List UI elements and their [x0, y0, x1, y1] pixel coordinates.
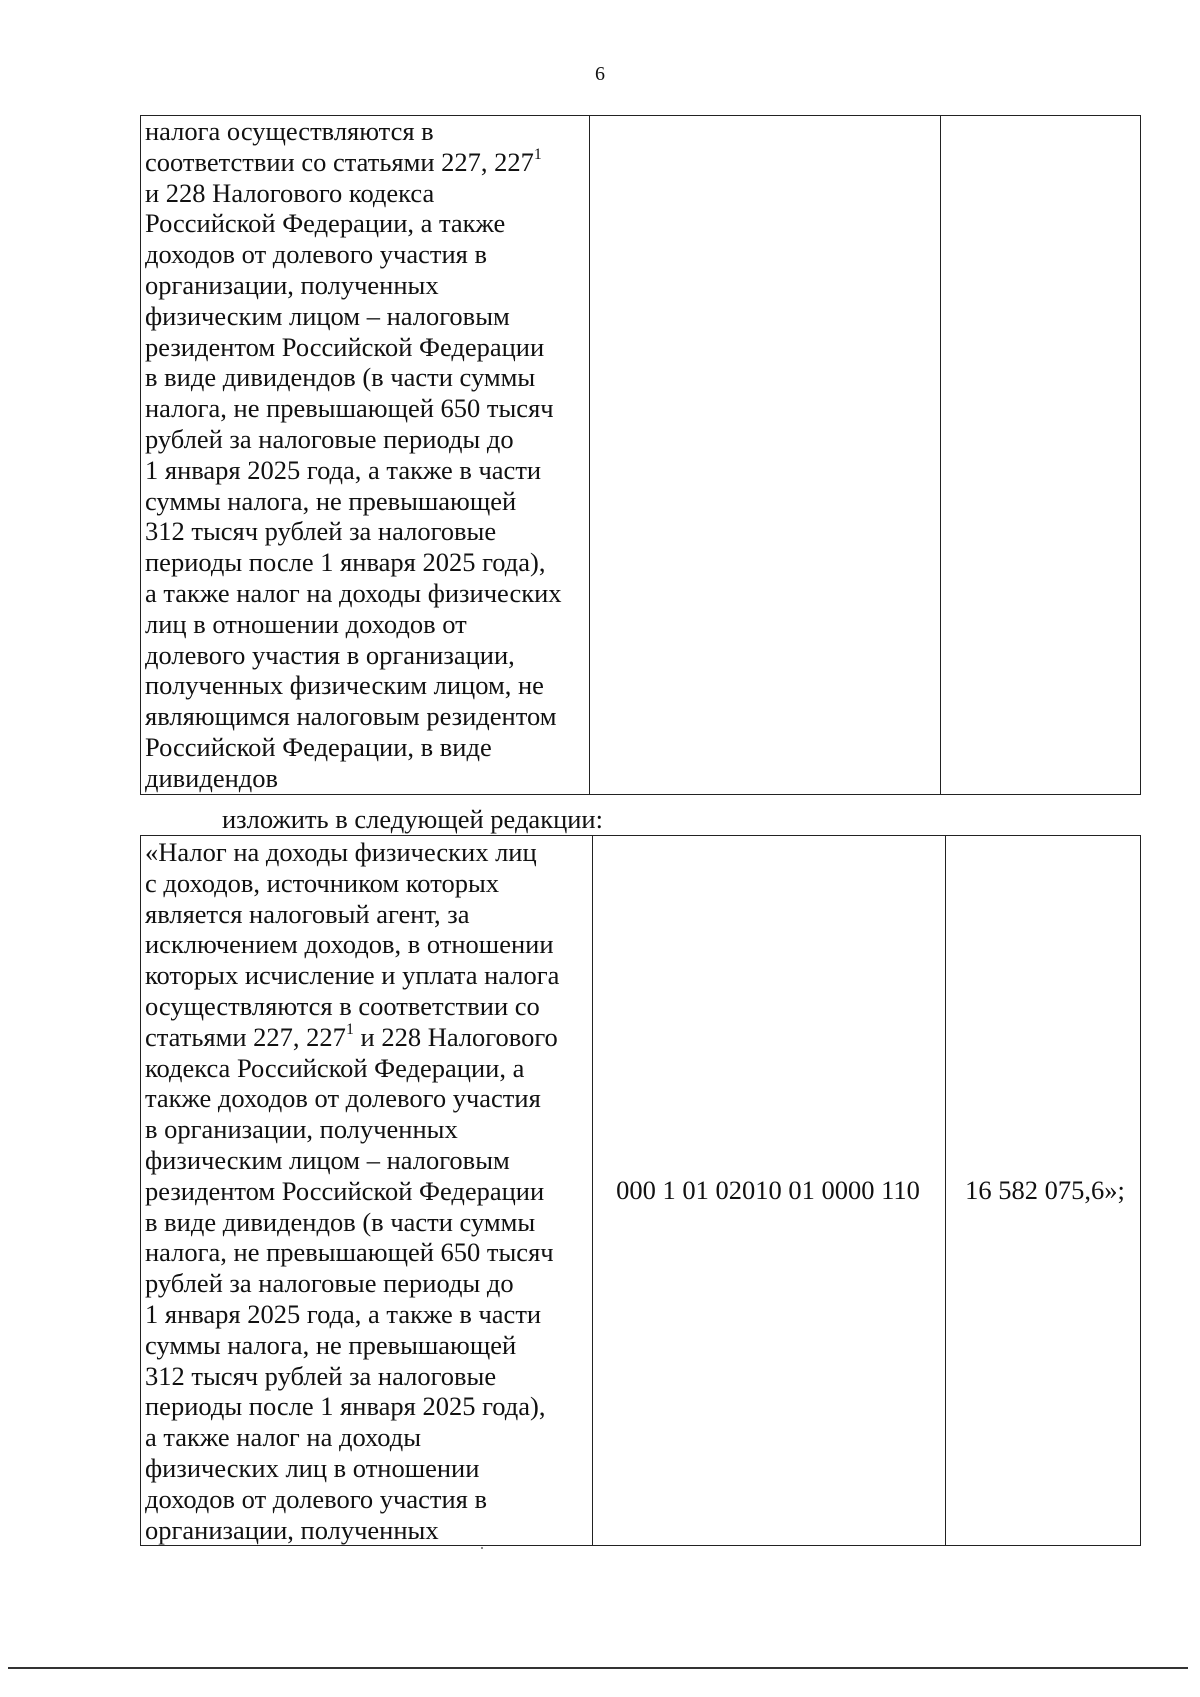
instruction-text: изложить в следующей редакции:	[222, 804, 603, 834]
bottom-rule	[8, 1667, 1188, 1669]
amount-cell	[941, 116, 1141, 795]
description-text-part: и 228 Налогового кодекса Российской Федерации, а также доходов от долевого участия в организации, полученных физическим лицом – налоговым резидентом Российской Федерации в виде дивидендов (в части суммы налога, не превышающей 650 тысяч рублей за налоговые периоды до 1 января 2025 года, а также в части суммы налога, не превышающей 312 тысяч рублей за налоговые периоды после 1 января 2025 года), а также налог на доходы физических лиц в отношении доходов от долевого участия в организации, полученных физическим лицом, не являющимся налоговым резидентом Российской Федерации, в виде дивидендов	[145, 177, 562, 793]
budget-code-cell: 000 1 01 02010 01 0000 110	[593, 836, 946, 1546]
article-superscript: 1	[345, 1020, 354, 1038]
budget-table-old-wording	[140, 115, 1141, 795]
table-row	[141, 836, 1141, 1546]
income-description-cell	[141, 836, 593, 1546]
description-text-part: и 228 Налогового кодекса Российской Федерации, а также доходов от долевого участия в организации, полученных физическим лицом – налоговым резидентом Российской Федерации в виде дивидендов (в части суммы налога, не превышающей 650 тысяч рублей за налоговые периоды до 1 января 2025 года, а также в части суммы налога, не превышающей 312 тысяч рублей за налоговые периоды после 1 января 2025 года), а также налог на доходы физических лиц в отношении доходов от долевого участия в организации, полученных	[145, 1021, 558, 1545]
table-row	[141, 116, 1141, 795]
budget-code-cell	[590, 116, 941, 795]
scan-speck	[481, 1547, 483, 1549]
article-superscript: 1	[533, 145, 542, 163]
description-text-part: «Налог на доходы физических лиц с доходов, источником которых является налоговый агент, за исключением доходов, в отношении которых исчисление и уплата налога осуществляются в соответствии со статьями 227, 227	[145, 837, 560, 1052]
description-text-part: налога осуществляются в соответствии со статьями 227, 227	[145, 116, 534, 177]
amount-cell: 16 582 075,6»;	[946, 836, 1141, 1546]
budget-table-new-wording	[140, 835, 1141, 1546]
page-number: 6	[595, 63, 605, 85]
income-description-cell	[141, 116, 590, 795]
